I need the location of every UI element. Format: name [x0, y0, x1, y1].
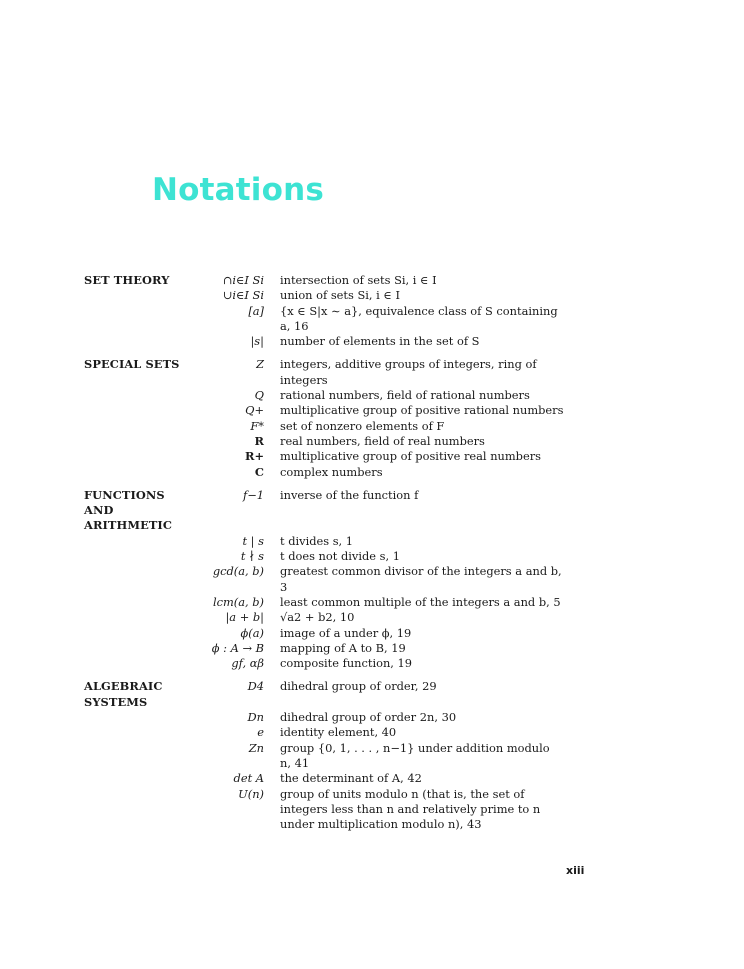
- notation-description: least common multiple of the integers a and b, 5: [280, 594, 561, 609]
- notation-description: inverse of the function f: [280, 487, 419, 502]
- section-heading: SET THEORY: [84, 273, 170, 287]
- notation-symbol: gcd(a, b): [212, 564, 264, 579]
- notation-symbol: |s|: [250, 334, 264, 349]
- notation-row: [84, 610, 574, 625]
- notation-row: [84, 771, 574, 786]
- notation-row: [84, 549, 574, 564]
- notation-symbol: gf, αβ: [231, 656, 264, 671]
- notation-symbol: R+: [244, 449, 264, 464]
- notation-description: greatest common divisor of the integers a and b, 3: [280, 564, 562, 594]
- notation-description: number of elements in the set of S: [280, 334, 480, 349]
- notation-row: [84, 564, 574, 595]
- notation-row: [84, 403, 574, 418]
- notation-row: [84, 710, 574, 725]
- notation-symbol: det A: [233, 771, 264, 786]
- notation-description: {x ∈ S|x ∼ a}, equivalence class of S containing a, 16: [280, 303, 558, 333]
- notation-row: [84, 595, 574, 610]
- notation-symbol: [a]: [248, 303, 264, 318]
- notation-description: rational numbers, field of rational numbers: [280, 388, 530, 403]
- notation-row: [84, 334, 574, 349]
- notation-section: [84, 679, 574, 832]
- notation-row: [84, 449, 574, 464]
- notation-description: dihedral group of order, 29: [280, 679, 437, 694]
- notation-symbol: ϕ : A → B: [211, 640, 264, 655]
- notation-symbol: R: [254, 433, 264, 448]
- notation-row: [84, 679, 574, 710]
- notation-row: [84, 626, 574, 641]
- notation-row: [84, 273, 574, 288]
- notation-row: [84, 534, 574, 549]
- notation-symbol: ∪i∈I Si: [222, 288, 264, 303]
- notation-description: group of units modulo n (that is, the set of integers less than n and relatively prime to n under multiplication modulo n), 43: [280, 786, 541, 832]
- section-heading: SPECIAL SETS: [84, 357, 180, 372]
- notation-section: [84, 357, 574, 479]
- notation-row: [84, 288, 574, 303]
- notation-row: [84, 304, 574, 335]
- notation-symbol: e: [257, 725, 264, 740]
- notation-row: [84, 725, 574, 740]
- notation-description: multiplicative group of positive real numbers: [280, 449, 541, 464]
- notation-symbol: ϕ(a): [240, 625, 264, 640]
- notation-row: [84, 656, 574, 671]
- notation-symbol: lcm(a, b): [212, 594, 264, 609]
- notation-symbol: |a + b|: [225, 610, 264, 625]
- notations-list: [84, 273, 574, 840]
- page-number: xiii: [566, 864, 585, 877]
- notation-row: [84, 434, 574, 449]
- notation-description: √a2 + b2, 10: [280, 610, 355, 625]
- notation-row: [84, 641, 574, 656]
- notation-description: multiplicative group of positive rational numbers: [280, 403, 564, 418]
- notation-description: mapping of A to B, 19: [280, 640, 406, 655]
- notation-symbol: Dn: [247, 710, 264, 725]
- notation-description: t divides s, 1: [280, 533, 354, 548]
- notation-row: [84, 388, 574, 403]
- notation-description: intersection of sets Si, i ∈ I: [280, 273, 437, 287]
- notation-symbol: Zn: [248, 740, 264, 755]
- notation-section: [84, 273, 574, 349]
- notation-symbol: U(n): [238, 786, 264, 801]
- notation-description: group {0, 1, . . . , n−1} under addition modulo n, 41: [280, 740, 550, 770]
- notation-row: [84, 741, 574, 772]
- notation-row: [84, 357, 574, 388]
- notation-symbol: F*: [250, 418, 264, 433]
- notation-symbol: f−1: [242, 487, 264, 502]
- notation-symbol: Q: [254, 388, 264, 403]
- notation-description: identity element, 40: [280, 725, 397, 740]
- notation-symbol: t | s: [242, 533, 264, 548]
- notation-description: real numbers, field of real numbers: [280, 433, 485, 448]
- notation-row: [84, 465, 574, 480]
- notation-description: integers, additive groups of integers, ring of integers: [280, 357, 537, 387]
- notation-description: set of nonzero elements of F: [280, 418, 445, 433]
- notation-row: [84, 419, 574, 434]
- notation-description: image of a under ϕ, 19: [280, 625, 412, 640]
- notation-symbol: Q+: [245, 403, 264, 418]
- notation-row: [84, 787, 574, 833]
- notation-symbol: D4: [247, 679, 264, 694]
- notation-symbol: ∩i∈I Si: [222, 273, 264, 287]
- section-heading: ALGEBRAIC SYSTEMS: [84, 679, 163, 709]
- notation-description: t does not divide s, 1: [280, 549, 400, 564]
- page-title: Notations: [152, 172, 325, 208]
- notation-description: the determinant of A, 42: [280, 771, 422, 786]
- notation-symbol: C: [254, 464, 264, 479]
- notation-description: complex numbers: [280, 464, 383, 479]
- notation-section: [84, 488, 574, 672]
- notation-description: composite function, 19: [280, 656, 413, 671]
- notation-row: [84, 488, 574, 534]
- notation-symbol: t ∤ s: [240, 549, 264, 564]
- notation-description: dihedral group of order 2n, 30: [280, 710, 457, 725]
- notation-symbol: Z: [256, 357, 264, 372]
- notation-description: union of sets Si, i ∈ I: [280, 288, 400, 303]
- section-heading: FUNCTIONS AND ARITHMETIC: [84, 487, 173, 533]
